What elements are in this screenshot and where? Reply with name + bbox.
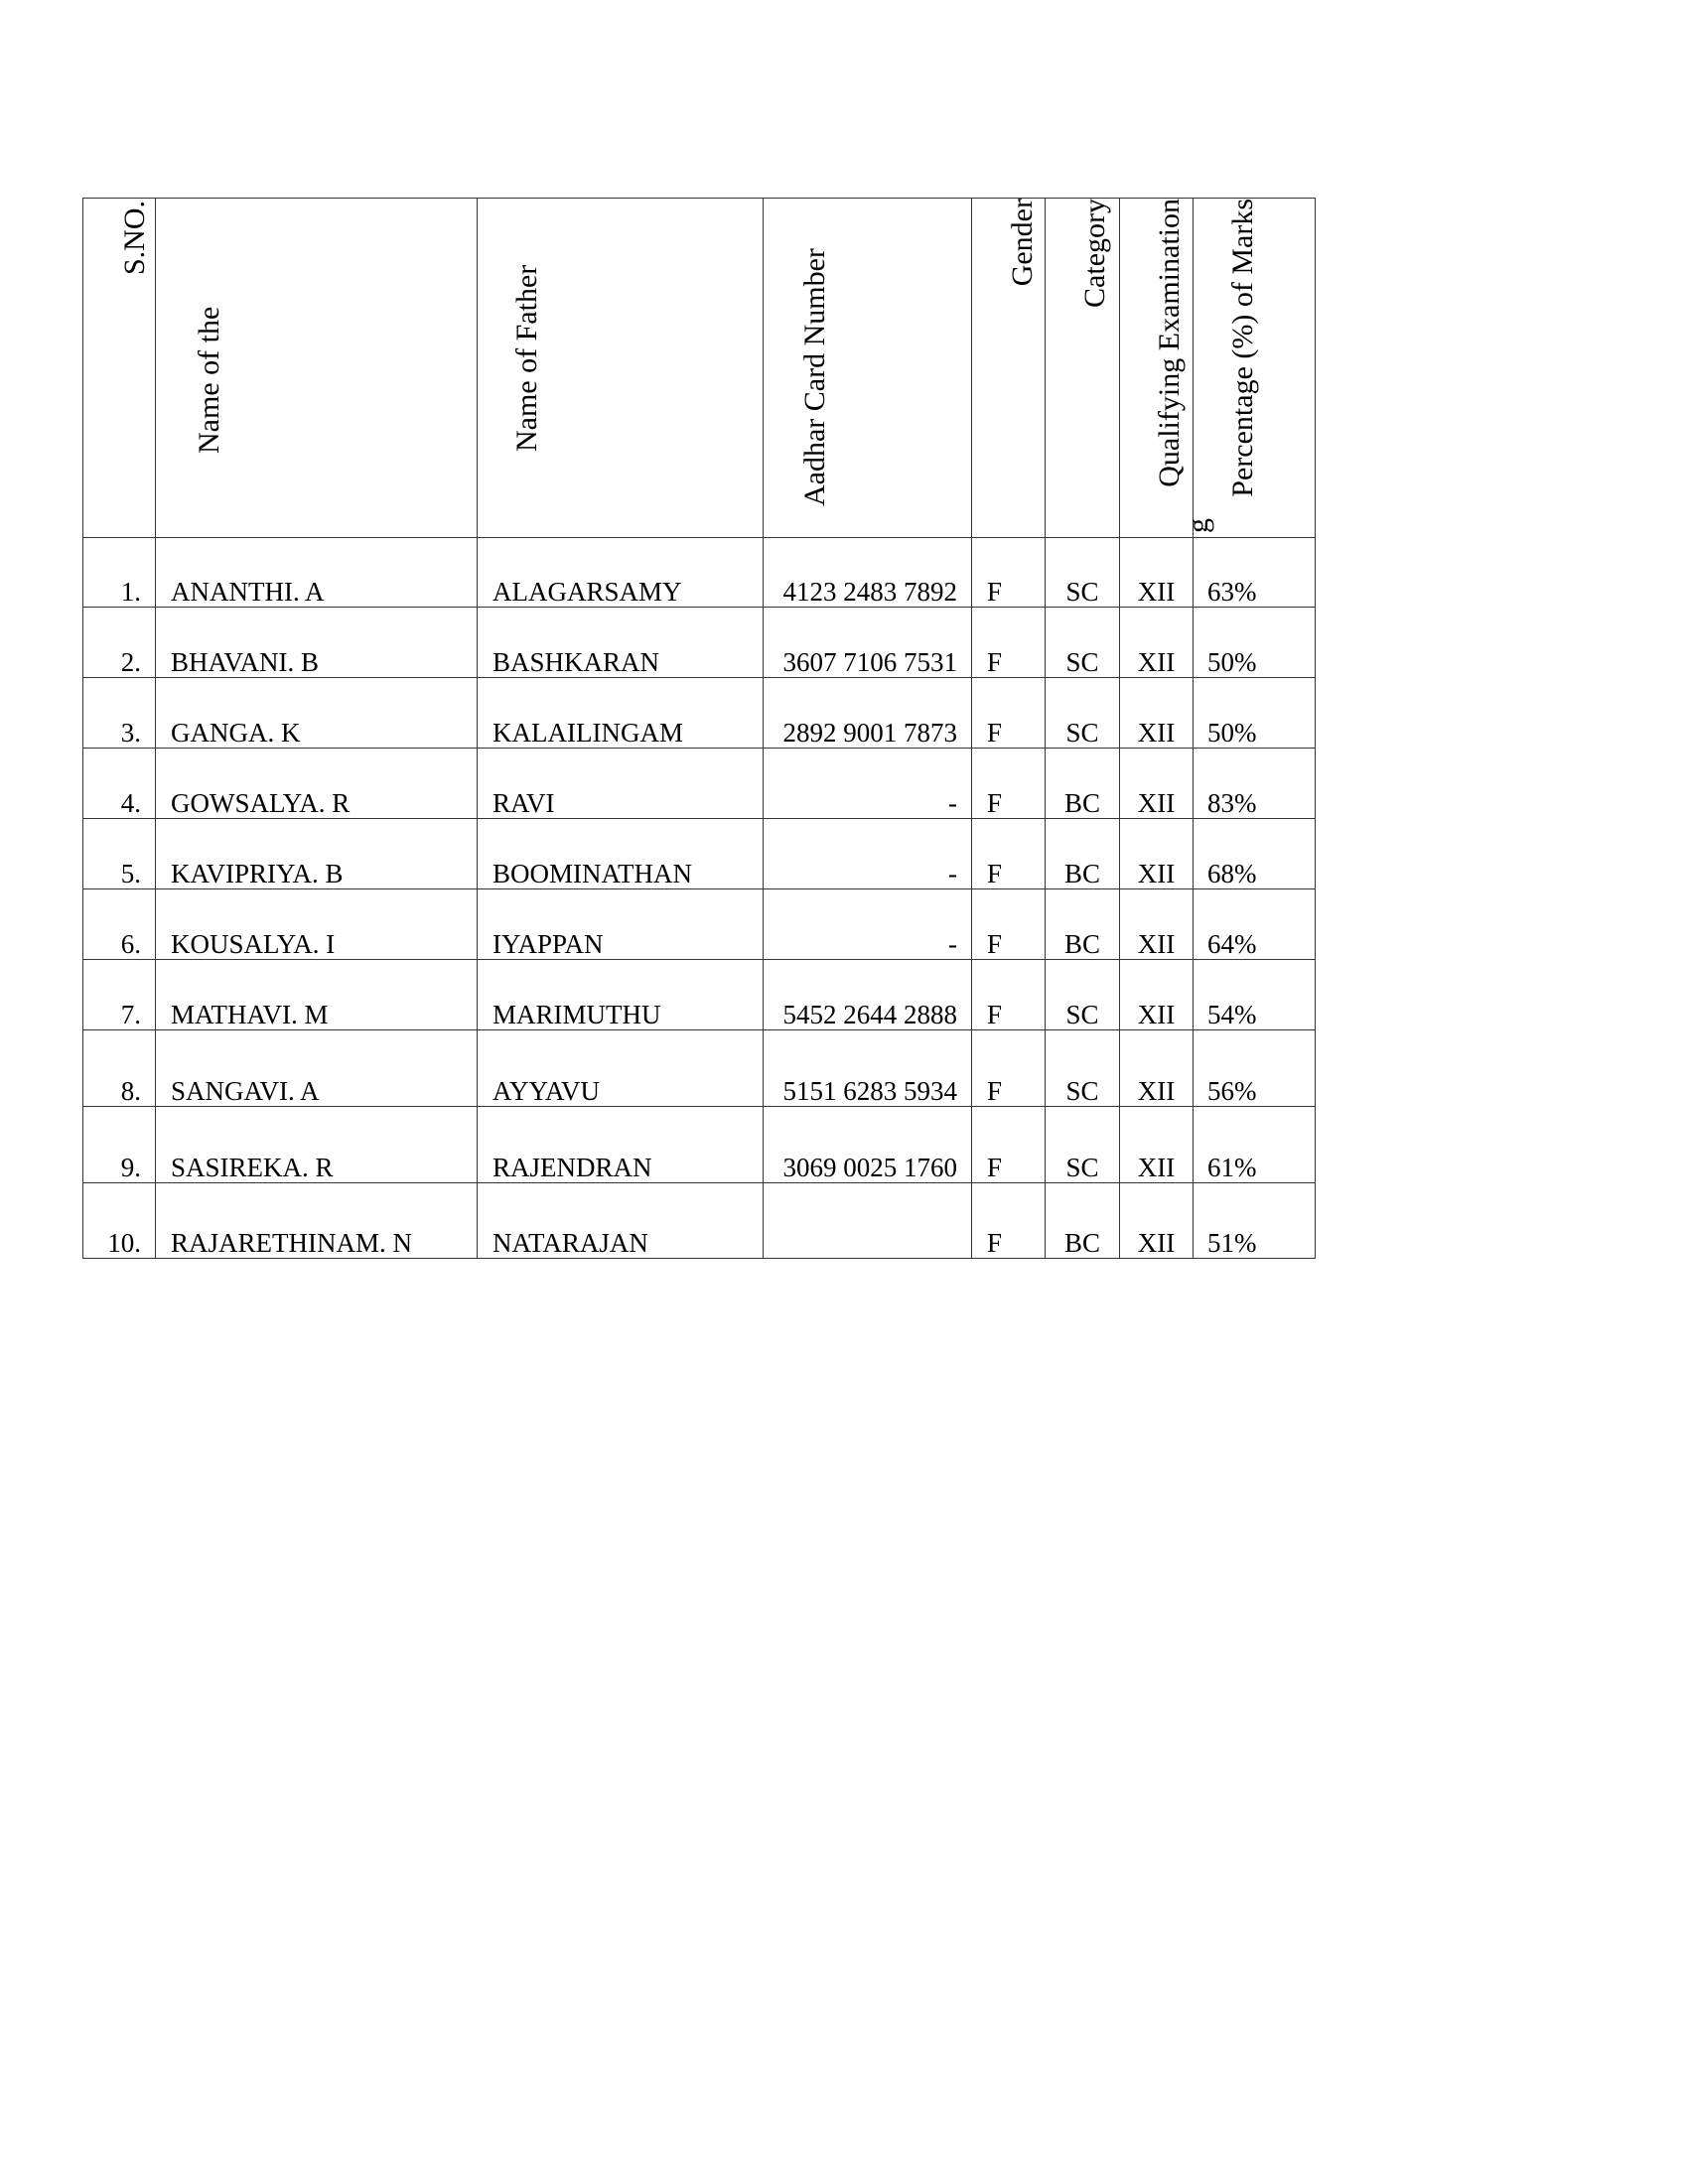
cell-name-text: SASIREKA. R xyxy=(171,1153,334,1182)
cell-aadhar-text: - xyxy=(948,788,957,818)
cell-aadhar xyxy=(764,1183,972,1259)
cell-percentage xyxy=(1194,749,1316,819)
cell-name-text: BHAVANI. B xyxy=(171,647,320,677)
cell-category-text: BC xyxy=(1063,1228,1101,1258)
cell-qualifying-text: XII xyxy=(1137,788,1176,818)
table-row xyxy=(83,678,1316,749)
cell-qualifying xyxy=(1120,1107,1194,1183)
cell-sno xyxy=(83,749,156,819)
cell-name xyxy=(156,1030,478,1107)
table-row xyxy=(83,538,1316,608)
header-percentage xyxy=(1182,199,1316,538)
cell-aadhar xyxy=(764,1030,972,1107)
table-body xyxy=(83,538,1316,1259)
cell-father-name xyxy=(478,1107,764,1183)
cell-percentage-text: 61% xyxy=(1207,1153,1257,1182)
cell-name xyxy=(156,1107,478,1183)
cell-father-name-text: NATARAJAN xyxy=(492,1228,648,1258)
cell-sno-text: 3. xyxy=(120,718,141,748)
cell-percentage xyxy=(1194,889,1316,960)
cell-name-text: ANANTHI. A xyxy=(171,577,325,607)
cell-qualifying xyxy=(1120,678,1194,749)
cell-sno-text: 5. xyxy=(120,859,141,888)
cell-father-name-text: AYYAVU xyxy=(492,1076,601,1106)
cell-name-text: GOWSALYA. R xyxy=(171,788,351,818)
cell-qualifying xyxy=(1120,960,1194,1030)
header-sno-label: S.NO. xyxy=(118,201,151,276)
header-percentage-prefix: g xyxy=(1182,518,1214,533)
cell-father-name-text: RAVI xyxy=(492,788,555,818)
cell-gender-text: F xyxy=(987,1153,1003,1182)
cell-gender-text: F xyxy=(987,929,1003,959)
cell-gender xyxy=(972,889,1046,960)
header-aadhar-label: Aadhar Card Number xyxy=(798,248,831,506)
table-row xyxy=(83,1107,1316,1183)
cell-gender-text: F xyxy=(987,1076,1003,1106)
table-row xyxy=(83,1030,1316,1107)
cell-sno-text: 2. xyxy=(120,647,141,677)
cell-percentage xyxy=(1194,819,1316,889)
cell-sno xyxy=(83,678,156,749)
cell-name xyxy=(156,1183,478,1259)
cell-qualifying-text: XII xyxy=(1137,859,1176,888)
cell-category xyxy=(1046,1107,1120,1183)
header-name-label: Name of the xyxy=(193,306,225,454)
header-father-label: Name of Father xyxy=(510,264,543,452)
cell-gender xyxy=(972,1183,1046,1259)
cell-qualifying xyxy=(1120,538,1194,608)
cell-father-name-text: MARIMUTHU xyxy=(492,1000,661,1029)
cell-sno xyxy=(83,819,156,889)
cell-percentage-text: 68% xyxy=(1207,859,1257,888)
cell-qualifying-text: XII xyxy=(1137,929,1176,959)
cell-aadhar xyxy=(764,608,972,678)
cell-category xyxy=(1046,819,1120,889)
cell-gender-text: F xyxy=(987,859,1003,888)
table-row xyxy=(83,889,1316,960)
cell-category-text: BC xyxy=(1063,929,1101,959)
cell-sno xyxy=(83,608,156,678)
header-aadhar xyxy=(764,199,972,538)
cell-percentage xyxy=(1194,960,1316,1030)
cell-aadhar-text: 3607 7106 7531 xyxy=(782,647,957,677)
cell-qualifying xyxy=(1120,1183,1194,1259)
cell-category xyxy=(1046,1183,1120,1259)
cell-qualifying xyxy=(1120,1030,1194,1107)
cell-sno-text: 8. xyxy=(120,1076,141,1106)
cell-gender-text: F xyxy=(987,1000,1003,1029)
cell-gender xyxy=(972,960,1046,1030)
cell-gender-text: F xyxy=(987,718,1003,748)
cell-category-text: SC xyxy=(1065,577,1099,607)
cell-qualifying xyxy=(1120,608,1194,678)
header-sno xyxy=(83,199,156,538)
cell-category-text: SC xyxy=(1065,1153,1099,1182)
cell-category xyxy=(1046,889,1120,960)
cell-name-text: RAJARETHINAM. N xyxy=(171,1228,412,1258)
cell-father-name-text: IYAPPAN xyxy=(492,929,604,959)
cell-name xyxy=(156,538,478,608)
cell-name xyxy=(156,749,478,819)
cell-qualifying-text: XII xyxy=(1137,647,1176,677)
cell-sno xyxy=(83,1030,156,1107)
cell-gender xyxy=(972,1030,1046,1107)
cell-gender xyxy=(972,819,1046,889)
cell-category xyxy=(1046,960,1120,1030)
cell-aadhar-text: - xyxy=(948,929,957,959)
header-category xyxy=(1046,199,1120,538)
cell-father-name-text: BOOMINATHAN xyxy=(492,859,692,888)
cell-gender-text: F xyxy=(987,577,1003,607)
cell-sno-text: 10. xyxy=(107,1228,141,1258)
cell-category-text: SC xyxy=(1065,1076,1099,1106)
cell-qualifying-text: XII xyxy=(1137,577,1176,607)
cell-sno xyxy=(83,889,156,960)
table-row xyxy=(83,819,1316,889)
cell-father-name xyxy=(478,608,764,678)
cell-aadhar-text: 3069 0025 1760 xyxy=(782,1153,957,1182)
header-row xyxy=(83,199,1316,538)
cell-sno xyxy=(83,960,156,1030)
cell-father-name xyxy=(478,538,764,608)
cell-father-name xyxy=(478,819,764,889)
cell-sno xyxy=(83,538,156,608)
cell-sno-text: 9. xyxy=(120,1153,141,1182)
cell-qualifying-text: XII xyxy=(1137,1000,1176,1029)
header-gender-label: Gender xyxy=(1006,199,1039,287)
cell-gender xyxy=(972,608,1046,678)
table-row xyxy=(83,749,1316,819)
cell-qualifying xyxy=(1120,819,1194,889)
cell-father-name-text: KALAILINGAM xyxy=(492,718,683,748)
cell-qualifying xyxy=(1120,749,1194,819)
cell-aadhar xyxy=(764,819,972,889)
cell-percentage-text: 64% xyxy=(1207,929,1257,959)
cell-aadhar xyxy=(764,749,972,819)
cell-sno-text: 4. xyxy=(120,788,141,818)
cell-gender-text: F xyxy=(987,788,1003,818)
cell-gender xyxy=(972,749,1046,819)
cell-percentage-text: 50% xyxy=(1207,647,1257,677)
cell-percentage-text: 54% xyxy=(1207,1000,1257,1029)
cell-aadhar-text: - xyxy=(948,859,957,888)
cell-name-text: MATHAVI. M xyxy=(171,1000,329,1029)
cell-category-text: BC xyxy=(1063,859,1101,888)
cell-percentage xyxy=(1194,678,1316,749)
cell-father-name xyxy=(478,678,764,749)
cell-name xyxy=(156,608,478,678)
cell-aadhar xyxy=(764,889,972,960)
cell-aadhar xyxy=(764,1107,972,1183)
cell-father-name-text: RAJENDRAN xyxy=(492,1153,652,1182)
cell-aadhar-text: 5452 2644 2888 xyxy=(782,1000,957,1029)
table-row xyxy=(83,608,1316,678)
cell-aadhar xyxy=(764,960,972,1030)
cell-qualifying-text: XII xyxy=(1137,1153,1176,1182)
cell-sno xyxy=(83,1183,156,1259)
header-gender xyxy=(972,199,1046,538)
cell-aadhar xyxy=(764,678,972,749)
cell-category xyxy=(1046,608,1120,678)
cell-category-text: SC xyxy=(1065,647,1099,677)
cell-father-name-text: ALAGARSAMY xyxy=(492,577,682,607)
cell-name-text: SANGAVI. A xyxy=(171,1076,320,1106)
table-row xyxy=(83,1183,1316,1259)
cell-percentage-text: 51% xyxy=(1207,1228,1257,1258)
cell-category xyxy=(1046,749,1120,819)
cell-percentage-text: 56% xyxy=(1207,1076,1257,1106)
table-row xyxy=(83,960,1316,1030)
cell-gender xyxy=(972,538,1046,608)
cell-category xyxy=(1046,678,1120,749)
cell-aadhar-text: 4123 2483 7892 xyxy=(782,577,957,607)
cell-father-name-text: BASHKARAN xyxy=(492,647,660,677)
cell-name xyxy=(156,819,478,889)
cell-qualifying-text: XII xyxy=(1137,1076,1176,1106)
cell-father-name xyxy=(478,1183,764,1259)
cell-sno-text: 7. xyxy=(120,1000,141,1029)
cell-father-name xyxy=(478,1030,764,1107)
cell-percentage-text: 50% xyxy=(1207,718,1257,748)
cell-gender xyxy=(972,678,1046,749)
cell-sno xyxy=(83,1107,156,1183)
cell-name xyxy=(156,678,478,749)
cell-percentage xyxy=(1194,538,1316,608)
cell-category-text: SC xyxy=(1065,718,1099,748)
cell-qualifying-text: XII xyxy=(1137,718,1176,748)
header-percentage-label: Percentage (%) of Marks xyxy=(1226,199,1259,497)
cell-name xyxy=(156,889,478,960)
cell-father-name xyxy=(478,749,764,819)
cell-aadhar-text: 2892 9001 7873 xyxy=(782,718,957,748)
cell-name-text: GANGA. K xyxy=(171,718,301,748)
cell-gender xyxy=(972,1107,1046,1183)
cell-aadhar xyxy=(764,538,972,608)
cell-aadhar-text: 5151 6283 5934 xyxy=(782,1076,957,1106)
cell-category-text: BC xyxy=(1063,788,1101,818)
header-father xyxy=(478,199,764,538)
cell-father-name xyxy=(478,960,764,1030)
cell-category xyxy=(1046,538,1120,608)
cell-percentage-text: 63% xyxy=(1207,577,1257,607)
cell-name-text: KAVIPRIYA. B xyxy=(171,859,344,888)
cell-sno-text: 1. xyxy=(120,577,141,607)
cell-percentage xyxy=(1194,1107,1316,1183)
header-category-label: Category xyxy=(1078,199,1111,308)
cell-gender-text: F xyxy=(987,1228,1003,1258)
cell-qualifying xyxy=(1120,889,1194,960)
cell-name-text: KOUSALYA. I xyxy=(171,929,336,959)
cell-sno-text: 6. xyxy=(120,929,141,959)
student-table xyxy=(82,198,1316,1259)
cell-gender-text: F xyxy=(987,647,1003,677)
cell-name xyxy=(156,960,478,1030)
cell-percentage xyxy=(1194,1030,1316,1107)
header-qualifying xyxy=(1120,199,1194,538)
header-qualifying-label: Qualifying Examination xyxy=(1153,199,1186,487)
cell-father-name xyxy=(478,889,764,960)
cell-percentage xyxy=(1194,1183,1316,1259)
header-name xyxy=(156,199,478,538)
cell-category xyxy=(1046,1030,1120,1107)
cell-percentage xyxy=(1194,608,1316,678)
cell-qualifying-text: XII xyxy=(1137,1228,1176,1258)
cell-category-text: SC xyxy=(1065,1000,1099,1029)
cell-percentage-text: 83% xyxy=(1207,788,1257,818)
